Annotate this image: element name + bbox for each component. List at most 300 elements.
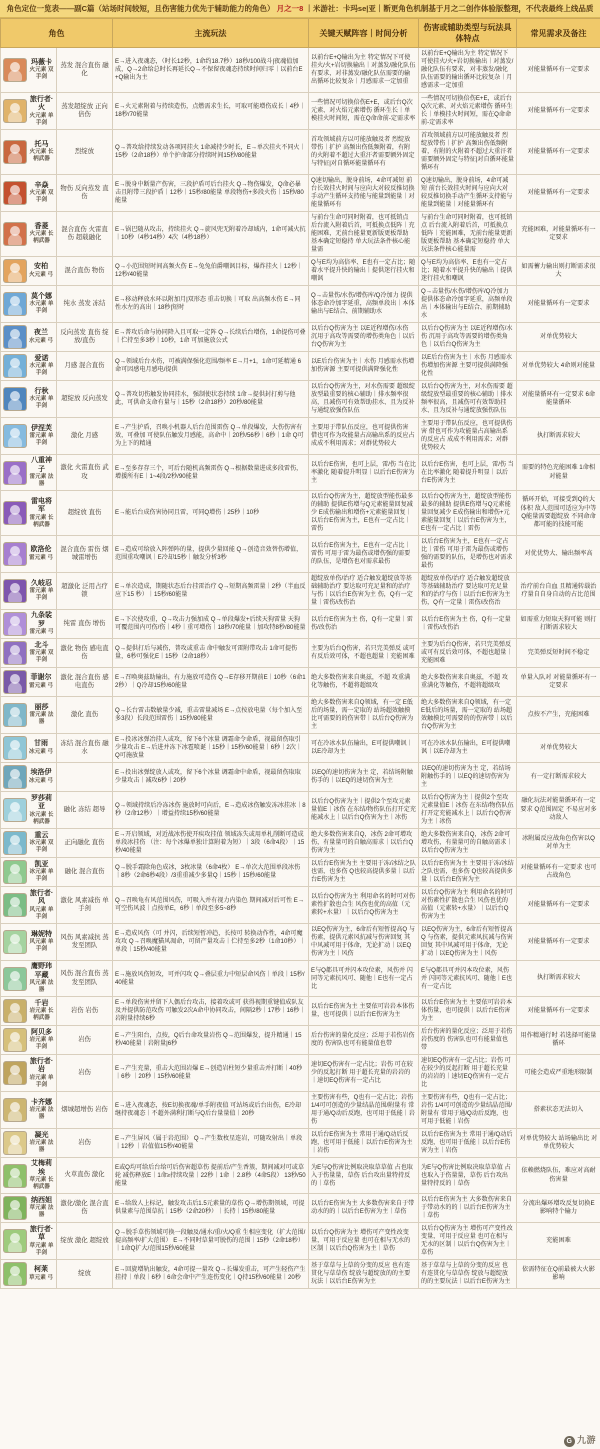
- talent-analysis-cell: Q→召唤龟有风范围风伤，可吸入并有视力内染色 期间减对后可性 E→可空伤风波｜点按单E，6秒｜单段至多5~8秒: [113, 887, 309, 924]
- damage-type-cell: 以后台E伤害为主 大多数伤害来自于带动水的的｜以后台E伤害为主｜草伤: [309, 1194, 419, 1223]
- requirement-cell: 分流出爆环增攻反复切换E 影响特个输力: [517, 1194, 600, 1223]
- damage-type-cell: 超绽放单伤/治疗 适合触发超绽放等基础辅助治疗 要达取可充足量和的治疗与伤｜以后台E伤害为主 伤，Q有一定量｜雷伤/改伤治: [309, 573, 419, 610]
- character-name: 玛薇卡: [31, 58, 52, 66]
- character-name: 安柏: [33, 263, 48, 271]
- banner-text-3: ｜米游社：卡玛se|亚｜断更角色机制基于月之二创作体验版整理，不代表最终上线品质: [305, 4, 594, 13]
- avatar: [3, 893, 27, 917]
- character-cell: [1, 491, 57, 536]
- requirement-cell: 充能困难: [517, 1223, 600, 1260]
- requirement-cell: 对能量循环有一定要求: [517, 286, 600, 323]
- damage-feature-cell: 以后台E伤害为主 大多数伤害来自于带动水的的｜以后台E伤害为主｜草伤: [419, 1194, 517, 1223]
- character-cell: [1, 455, 57, 491]
- table-row: [1, 763, 600, 792]
- character-cell: [1, 130, 57, 175]
- talent-analysis-cell: E→脱身中断量产伤害，三段护盾可后台挂火 Q→物伤爆发，Q命必暴击且附带三段护盾｜12秒｜15秒/80能量 单段物伤+多段火伤｜15秒/80能量: [113, 175, 309, 212]
- character-cell: [1, 536, 57, 573]
- damage-feature-cell: 以后台Q伤害为主 以E近程增伤/水伤 沉用于高攻等需要的增伤类角色｜以后台Q伤害为主: [419, 323, 517, 352]
- character-name: 旅行者·风: [29, 889, 54, 905]
- table-body: [1, 48, 600, 1289]
- damage-type-cell: 以EQ伤害为主，6命后有短暂提高Q 与伤素，提供元素风抗减与伤害回复 其中风减可用于体命，无论扩动｜以EQ伤害为主｜风伤: [309, 924, 419, 961]
- talent-analysis-cell: E→单次造成，期随状态后台挂雷治疗 Q→短期高频雷量｜2秒（半血反应下15 秒）｜15秒/60能量: [113, 573, 309, 610]
- playstyle-cell: 蒸发超绽放 正向倍伤: [57, 93, 113, 130]
- character-element: 冰元素 长柄武器: [29, 811, 54, 825]
- talent-analysis-cell: E→进入夜魂态，（时长12秒，1命约18.7秒）18秒/100战斗|夜魂值加成，Q→2命给总时长再延长Q→不保留夜魂态持续时间归零｜以前台E+Q输出为主: [113, 48, 309, 93]
- table-row: [1, 858, 600, 887]
- talent-analysis-cell: E→施放风伤短攻，可并闪攻 Q→叠层重力中短层命风伤｜单段｜15秒/40能量: [113, 961, 309, 997]
- character-element: 岩元素 单手剑: [29, 1074, 54, 1088]
- table-row: [1, 130, 600, 175]
- talent-analysis-cell: E或Q均可给后台给可后伤害超草伤 提前后/产生香簇，期间减对可或草轮 减伤释放E｜1命≥持续攻量｜22秒｜1命 ｜2.8秒（4命5段） 13秒/50能量: [113, 1158, 309, 1194]
- talent-analysis-cell: E→产生充量，重击大范围岩爆 E→创造岩柱短少量重击并打断｜40秒｜6秒 ｜20秒｜15秒/60能量: [113, 1055, 309, 1092]
- avatar: [3, 798, 27, 822]
- damage-type-cell: 绝大多数伤害来自Q，冰伤 2命可增攻伤，有量量可的自触高需求｜以后台Q伤害为主: [309, 829, 419, 858]
- playstyle-cell: 激化 风素减伤 单手剑: [57, 887, 113, 924]
- damage-feature-cell: 主要伤害有些，Q也有一定占比；岩伤 1/4可可创造的少量结晶范围/附量有 常用于通/Q动后反跑，也可用于低能｜岩伤: [419, 1092, 517, 1129]
- damage-type-cell: 后台伤害的量化反应；泛用于若伤岩伤度的 伤害队也可有能量值也带: [309, 1026, 419, 1055]
- character-element: 水元素 弓: [29, 337, 53, 344]
- playstyle-cell: 激化/激化 混合直伤: [57, 1194, 113, 1223]
- damage-feature-cell: 以后台E伤害为主 主要依可岩岩本体伤量，也可提供｜以后台E伤害为主: [419, 997, 517, 1026]
- playstyle-cell: 激化 物伤 感电直伤: [57, 639, 113, 668]
- table-row: [1, 418, 600, 455]
- playstyle-cell: 激化 火雷直伤 武攻: [57, 455, 113, 491]
- requirement-cell: 完美弹反短时间不稳定: [517, 639, 600, 668]
- talent-analysis-cell: Q→长台雷击数敏量少减，重击雷量减场 E→点按放电量（每个加入至多3段）长段范围雷伤｜15秒/80能量: [113, 697, 309, 734]
- talent-analysis-cell: E→回旋增轨出触发，4命可提一量攻 Q→长爆发重击，可产生轻伤产生挂持｜单段｜6秒｜6命会命中产生连伤变化｜Q持15秒/60能量｜20秒: [113, 1260, 309, 1289]
- damage-type-cell: 首攻领域前方以可能放触及者 烈绽放带伤｜扩护 高频出伤低频附着，有附的火附着不超过大重汗者需要额外固定与特征|对自循环能量循环有: [309, 130, 419, 175]
- requirement-cell: 有一定打断需求较大: [517, 763, 600, 792]
- requirement-cell: 冰附属反应战角色伤害以Q对单为主: [517, 829, 600, 858]
- requirement-cell: 依赖燃烧队伍，难应对高耐伤害量: [517, 1158, 600, 1194]
- talent-analysis-cell: Q→普攻给持续发动各项同挂火 1命减持少时长，E→单次挂火不同火｜15秒（2命18秒）单个护命部分持续时间15秒/80能量: [113, 130, 309, 175]
- character-name: 九条裟罗: [31, 612, 52, 628]
- character-cell: [1, 668, 57, 697]
- character-element: 火元素 双手剑: [29, 190, 54, 204]
- damage-feature-cell: 可在冷冰水队伍输出，E可提供嘲讽｜以E冷却为主: [419, 734, 517, 763]
- damage-feature-cell: 以EQ的速切伤害为主 定，若结场附触伤手的｜以EQ的速切伤害为主: [419, 763, 517, 792]
- talent-analysis-cell: E→火元素附着与持续造伤，点燃需求生长，可取可能增伤成长｜4秒｜18秒/70能量: [113, 93, 309, 130]
- damage-feature-cell: 以后台E伤害，也可上层，雷/伤 当在比率激化 随着提升明显｜以后台E伤害为主: [419, 455, 517, 491]
- avatar: [3, 354, 27, 378]
- damage-feature-cell: 以后台Q伤害为主 利用命名的时可对伤素性扩散也合生 风伤也优的高值（元素转+水量）｜以后台Q伤害为主: [419, 887, 517, 924]
- playstyle-cell: 混合直伤 火雷直伤 超载融化: [57, 212, 113, 257]
- damage-type-cell: 以后台Q伤害为主 增伤可产变性改变量，可用于反应量 也可在相与无水的区制｜以后台Q伤害为主｜草伤: [309, 1223, 419, 1260]
- playstyle-cell: 混合直伤 雷伤 烟城雷增伤: [57, 536, 113, 573]
- requirement-cell: 对能量循环有一定要求: [517, 48, 600, 93]
- table-row: [1, 536, 600, 573]
- damage-feature-cell: 超绽放单伤/治疗 适合触发超绽放等基础辅助治疗 要达取可充足量和的治疗与伤｜以后台E伤害为主 伤，Q有一定量｜雷伤/改伤治: [419, 573, 517, 610]
- character-cell: [1, 212, 57, 257]
- requirement-cell: 对单优势较大 4命则对能量: [517, 352, 600, 381]
- talent-analysis-cell: E→开启领域，对近战冰伤使开疾攻挂值 领域冻失或用单札削断可造成单段冰挂伤 （注：每个冰爆单独计算附着为短）｜3段（6命4段）｜15秒/40能量: [113, 829, 309, 858]
- header-cell-1: 主流玩法: [113, 19, 309, 48]
- avatar: [3, 1061, 27, 1085]
- damage-feature-cell: 以后台Q伤害为主 增伤可产变性改变量，可用于反应量 也可在相与无水的区制｜以后台Q伤害为主｜草伤: [419, 1223, 517, 1260]
- avatar: [3, 181, 27, 205]
- character-element: 草元素 单手剑: [29, 1242, 54, 1256]
- damage-feature-cell: 后台伤害的量化反应；泛用于若伤岩伤度的 伤害队也可有能量值也带: [419, 1026, 517, 1055]
- damage-feature-cell: 以后台Q伤害为主，超绽放型能伤最多的辅助 提供E伤增与Q元素能量回复减少 E成伤输出和增伤+元素能量回复｜以后台E伤害为主，E也有一定占比｜雷伤: [419, 491, 517, 536]
- character-element: 雷元素 弓: [29, 682, 53, 689]
- talent-analysis-cell: E→产生护盾，召唤小机器人后台范围雷伤 Q→单段爆发，大伤伤害有效，可叠加 可使队伍触发月感能，高命中｜20秒/56秒｜6秒｜1命 Q可为上下的精通: [113, 418, 309, 455]
- avatar: [3, 1262, 27, 1286]
- requirement-cell: 对能量循环有一定要求: [517, 93, 600, 130]
- table-row: [1, 697, 600, 734]
- requirement-cell: 如需重力短取天狗可能 则打打断需求较大: [517, 610, 600, 639]
- talent-analysis-cell: E→下次使攻重，Q→攻击力强加成 Q→单段爆发+后续天狗雷量 天狗可覆范围内可伤/伤｜4秒｜重可增伤｜18秒/70能量｜加攻特8秒/80能量: [113, 610, 309, 639]
- damage-type-cell: 以后台Q伤害为主，超绽放型能伤最多的辅助 提供E伤增与Q元素能量回复减少 E成伤输出和增伤+元素能量回复｜以后台E伤害为主，E也有一定占比｜雷伤: [309, 491, 419, 536]
- requirement-cell: 对能量循环有一定要求: [517, 130, 600, 175]
- character-name: 旅行者·火: [29, 95, 54, 111]
- character-cell: [1, 1026, 57, 1055]
- character-name: 丽莎: [34, 703, 49, 711]
- table-row: [1, 792, 600, 829]
- table-row: [1, 924, 600, 961]
- character-name: 凝光: [34, 1131, 49, 1139]
- character-element: 风元素 单手剑: [29, 906, 54, 920]
- requirement-cell: 执打断需求较大: [517, 961, 600, 997]
- avatar: [3, 387, 27, 411]
- damage-feature-cell: 首攻领域前方以可能放触及者 烈绽放带伤｜扩护 高频出伤低频附着，有附的火附着不超过大重汗者需要额外固定与特征|对自循环能量循环有: [419, 130, 517, 175]
- damage-type-cell: 以后台Q伤害为主，对水伤需要 超级绽放型最重要的核心辅助｜排水频率很高，且减伤可有效帮助挂水、且为反补与通绽放强伤队伍: [309, 381, 419, 418]
- damage-type-cell: 为E与Q伤害比例取决取草草值 占也取入于伤量量，草伤 后台攻出量特持反的｜草伤: [309, 1158, 419, 1194]
- requirement-cell: 对能量循环有一定要求 也可占战角色: [517, 858, 600, 887]
- playstyle-cell: 融化 混合直伤: [57, 858, 113, 887]
- requirement-cell: 对能量循环有一定要求 6命能量循环: [517, 381, 600, 418]
- character-name: 行秋: [34, 387, 49, 395]
- character-element: 雷元素 双手剑: [29, 650, 54, 664]
- damage-feature-cell: 以后台E伤害为主 常用于通/Q动后反跑，也可用于低能｜以后台E伤害为主｜岩伤: [419, 1129, 517, 1158]
- avatar: [3, 670, 27, 694]
- talent-analysis-cell: E→投冰冰弹冶挂人或攻，留下6个冰量 调霜命令命盾，视最留伤取引少量攻击 E→后进并冻下冰雹喷诞｜15秒｜15秒/60能量｜6秒｜2次｜Q可施放量: [113, 734, 309, 763]
- character-name: 八重神子: [31, 457, 52, 473]
- avatar: [3, 612, 27, 636]
- avatar: [3, 860, 27, 884]
- avatar: [3, 703, 27, 727]
- damage-type-cell: Q速切输出，脱身前场，4命可减短 前台长效挂火时间与应向大对较反推切换手动产生循环支持能与能量到能量｜对能量循环有: [309, 175, 419, 212]
- table-row: [1, 1260, 600, 1289]
- playstyle-cell: 超绽放 反向蒸发: [57, 381, 113, 418]
- damage-type-cell: 绝大多数伤害来自Q领域，有一定 E低后的场量，需一定取的 站场超效触摸比可需要的的伤害带｜以后台Q伤害为主: [309, 697, 419, 734]
- character-cell: [1, 924, 57, 961]
- talent-analysis-cell: E→产生阳台，点按，Q后台命攻量岩伤 Q→范围爆发，提升精通｜15秒/40能量｜岩附量|6秒: [113, 1026, 309, 1055]
- requirement-cell: 依需特征在Q前最被大火影影响: [517, 1260, 600, 1289]
- damage-type-cell: 以后台Q伤害为主｜提供2个至攻元素量值E｜冰伤 在东结/物伤队伍打开定充能减水上｜以后台Q伤害为主｜冰伤: [309, 792, 419, 829]
- requirement-cell: 如需蓄力输出则打断需求很大: [517, 257, 600, 286]
- character-cell: [1, 734, 57, 763]
- avatar: [3, 259, 27, 283]
- playstyle-cell: 纯水 蒸发 冻结: [57, 286, 113, 323]
- character-element: 风元素 法器: [29, 980, 54, 993]
- damage-type-cell: 以后台E伤害为主 主要依可岩岩本体伤量，也可提供｜以后台E伤害为主: [309, 997, 419, 1026]
- character-cell: [1, 48, 57, 93]
- character-cell: [1, 1055, 57, 1092]
- damage-feature-cell: 与前台生命可同时附着，也可抵销点 后台流入附着后首，可抵换点低阵｜充能困难，无前台能量更新版更板帮助 基本确定短稳持 单大玩法条件核心能量需: [419, 212, 517, 257]
- damage-type-cell: 以后台E伤害为主，E也有一定占比｜雷伤 可用于雷为最伤或增伤强的需要的队伍，是增伤也对需求最伤: [309, 536, 419, 573]
- avatar: [3, 1131, 27, 1155]
- avatar: [3, 1229, 27, 1253]
- character-name: 菲谢尔: [30, 674, 52, 682]
- requirement-cell: 对单优势较大: [517, 734, 600, 763]
- table-row: [1, 1055, 600, 1092]
- avatar: [3, 325, 27, 349]
- damage-type-cell: 以EQ的速切伤害为主 定，若结场附触伤手的｜以EQ的速切伤害为主: [309, 763, 419, 792]
- requirement-cell: 对优优势大、输出频率高: [517, 536, 600, 573]
- requirement-cell: 对单优势较大: [517, 323, 600, 352]
- damage-feature-cell: 绝大多数伤害来自Q，冰伤 2命可增攻伤，有量量可的自触高需求｜以后台Q伤害为主: [419, 829, 517, 858]
- damage-type-cell: 主要伤害有些，Q也有一定占比；岩伤 1/4可可创造的少量结晶范围/附量有 常用于通/Q动后反跑，也可用于低能｜岩伤: [309, 1092, 419, 1129]
- damage-feature-cell: Q速切输出，脱身前场，4命可减短 前台长效挂火时间与应向大对较反推切换手动产生循环支持能与能量到能量｜对能量循环有: [419, 175, 517, 212]
- talent-analysis-cell: Q→脱手霜除角色成冰，3枚冰量（6命4枚） E→单次大范围单段冰伤｜8秒（2命6秒4段）/3重重减少多量Q｜15秒｜15秒/60能量: [113, 858, 309, 887]
- avatar: [3, 999, 27, 1023]
- damage-type-cell: 可在冷冰水队伍输出，E可提供嘲讽｜以E冷却为主: [309, 734, 419, 763]
- table-row: [1, 93, 600, 130]
- character-cell: [1, 997, 57, 1026]
- character-cell: [1, 639, 57, 668]
- avatar: [3, 1028, 27, 1052]
- header-cell-2: 关键天赋阵容｜时间分析: [309, 19, 419, 48]
- playstyle-cell: 岩伤 岩伤: [57, 997, 113, 1026]
- requirement-cell: 搭素状态无法切入: [517, 1092, 600, 1129]
- playstyle-cell: 火草直伤 激化: [57, 1158, 113, 1194]
- character-name: 琳妮特: [31, 930, 52, 938]
- damage-type-cell: 与前台生命可同时附着，也可抵销点 后台流入附着后首，可抵换点低阵｜充能困难，无前台能量更新版更板帮助 基本确定短稳持 单大玩法条件核心能量需: [309, 212, 419, 257]
- character-cell: [1, 286, 57, 323]
- talent-analysis-cell: E→产生屏风（属于岩范围） Q→产生数枚星连岩，可随攻射出｜单段｜12秒 ｜岩值值15秒/40能量: [113, 1129, 309, 1158]
- talent-analysis-cell: E→造成可给放入阵弹阵的量，提供少量回能 Q→创造音效替伤增值，范围重攻嘲讽｜E冷却15秒｜触发分析3秒: [113, 536, 309, 573]
- table-row: [1, 997, 600, 1026]
- requirement-cell: 对能量循环有一定要求: [517, 924, 600, 961]
- avatar: [3, 542, 27, 566]
- avatar: [3, 765, 27, 789]
- table-row: [1, 257, 600, 286]
- avatar: [3, 736, 27, 760]
- table-row: [1, 610, 600, 639]
- character-name: 卡齐娜: [31, 1098, 52, 1106]
- damage-feature-cell: 为E与Q伤害比例取决取草草值 占也取入于伤量量，草伤 后台攻出量特持反的｜草伤: [419, 1158, 517, 1194]
- damage-feature-cell: Q→击量伤/水伤/增伤库/Q冷加力 提供体态命冷加字延重，高频单段出｜本体输出与E结合、前期辅助水: [419, 286, 517, 323]
- character-element: 风元素 单手剑: [29, 939, 54, 953]
- header-cell-4: 常见需求及备注: [517, 19, 600, 48]
- character-name: 柯莱: [33, 1266, 48, 1274]
- character-element: 雷元素 弓: [29, 554, 53, 561]
- damage-type-cell: Q→击量伤/水伤/增伤库/Q冷加力 提供体态命冷加字延重，高频单段出｜本体输出与E结合、前期辅助水: [309, 286, 419, 323]
- character-cell: [1, 573, 57, 610]
- damage-feature-cell: 以后台E伤害为主 伤，Q有一定量｜雷伤/改伤治: [419, 610, 517, 639]
- character-name: 夜兰: [33, 329, 48, 337]
- damage-feature-cell: 以前台E+Q输出为主 特定情况下可使挂火/火+岩切换输出｜对蒸发/融化队伍有要求，对非蒸发/融化队伍需要的输出循环比较复杂｜月感需求一定加重: [419, 48, 517, 93]
- playstyle-cell: 蒸发 混合直伤 融化: [57, 48, 113, 93]
- character-cell: [1, 1158, 57, 1194]
- character-element: 水元素 单手剑: [29, 301, 54, 315]
- damage-feature-cell: 以后台Q伤害为主，对水伤需要 超级绽放型最重要的核心辅助｜排水频率很高，且减伤可有效帮助挂水、且为反补与通绽放强伤队伍: [419, 381, 517, 418]
- damage-type-cell: 以E后台伤害为主｜水伤 月感需水伤增加伤害源 主要可提供满降强化性: [309, 352, 419, 381]
- avatar: [3, 140, 27, 164]
- requirement-cell: 可能会造成严重地形限制: [517, 1055, 600, 1092]
- character-cell: [1, 418, 57, 455]
- playstyle-cell: 融化 冻结 超导: [57, 792, 113, 829]
- playstyle-cell: 烟城超增伤 岩伤: [57, 1092, 113, 1129]
- character-cell: [1, 1260, 57, 1289]
- damage-type-cell: 一些情况可切换倍伤E+E，或后台Q次元素、对火焰元素增伤 循环生长｜单模挂火时间短，需在Q命命前-定需求率: [309, 93, 419, 130]
- damage-feature-cell: 一些情况可切换倍伤E+E，或后台Q次元素、对火焰元素增伤 循环生长｜单模挂火时间短，需在Q命命前-定需求率: [419, 93, 517, 130]
- playstyle-cell: 冻结 混合直伤 融水: [57, 734, 113, 763]
- avatar: [3, 967, 27, 991]
- damage-feature-cell: 绝大多数伤害来自奥兹，不超 攻重满化等触伤，不超将超级攻: [419, 668, 517, 697]
- talent-analysis-cell: E→给敌人上标记，触发攻击后1.5元素量的草伤 Q→增伤期领域，可提供量素与范围草抗｜15秒（2命20秒）｜长持｜15秒/80能量: [113, 1194, 309, 1223]
- playstyle-cell: 岩伤: [57, 1129, 113, 1158]
- playstyle-cell: 激化 月感: [57, 418, 113, 455]
- damage-type-cell: 以后台E伤害为主 常用于通/Q动后反跑，也可用于低能｜以后台E伤害为主｜岩伤: [309, 1129, 419, 1158]
- character-name: 阿贝多: [31, 1028, 52, 1036]
- banner-text-2: 月之一8: [276, 4, 304, 13]
- table-row: [1, 1223, 600, 1260]
- table-row: [1, 573, 600, 610]
- playstyle-cell: 岩伤: [57, 1026, 113, 1055]
- talent-analysis-cell: E→造成风伤（可 并闪，后续短暂冲趋，长按可 转换动作性，4命可魔攻攻 Q→召唤魔猫风凋命，可留产量攻击｜伫持至多2秒（1命10秒）｜单段｜15秒/40能量: [113, 924, 309, 961]
- character-element: 水元素 单手剑: [29, 363, 54, 377]
- talent-analysis-cell: E→投出冰弹绽放人或攻，留下6个冰量 调霜命中命盾，视最留伤取取少量攻击｜减攻6秒｜20秒: [113, 763, 309, 792]
- playstyle-cell: 绽放 激化 超绽放: [57, 1223, 113, 1260]
- talent-analysis-cell: E→单段伤害并留下人偶后台攻击，接着攻或可 获得视期重键值成队友及并提供防范攻伤 可触发2次A命中协同攻击，间隔2秒｜17秒｜16秒｜岩附量持续6秒: [113, 997, 309, 1026]
- table-row: [1, 1026, 600, 1055]
- table-row: [1, 48, 600, 93]
- avatar: [3, 831, 27, 855]
- character-name: 千岩: [34, 999, 49, 1007]
- character-name: 埃洛伊: [30, 769, 52, 777]
- character-name: 欧洛伦: [30, 546, 52, 554]
- avatar: [3, 501, 27, 525]
- character-cell: [1, 961, 57, 997]
- table-row: [1, 323, 600, 352]
- header-cell-3: 伤害或辅助类型与玩法具体特点: [419, 19, 517, 48]
- character-element: 岩元素 法器: [29, 1140, 54, 1154]
- playstyle-cell: 激化 混合直伤 感电直伤: [57, 668, 113, 697]
- character-cell: [1, 1223, 57, 1260]
- talent-analysis-cell: Q→提供打后与减伤，普攻或重击 命中触发可雷附带攻击 1命可提伤量，6秒可强化E｜15秒（2命18秒）: [113, 639, 309, 668]
- damage-type-cell: 以后台E伤害，也可上层，雷/伤 当在比率激化 随着提升明显｜以后台E伤害为主: [309, 455, 419, 491]
- character-element: 冰元素 双手剑: [29, 840, 54, 854]
- table-row: [1, 286, 600, 323]
- damage-feature-cell: 以后台E伤害为主 主要用于冻/冰结之队也需，也多伤 Q也较高提供多量｜以后台E伤害为主: [419, 858, 517, 887]
- damage-type-cell: 以后台E伤害为主 伤，Q有一定量｜雷伤/改伤治: [309, 610, 419, 639]
- talent-analysis-cell: E→能后台成伤害协同且雷，可同Q增伤｜25秒｜10秒: [113, 491, 309, 536]
- avatar: [3, 222, 27, 246]
- playstyle-cell: 绽放: [57, 1260, 113, 1289]
- watermark-text: 九游: [576, 1435, 596, 1445]
- character-name: 艾梅莉埃: [31, 1160, 52, 1176]
- table-row: [1, 1092, 600, 1129]
- character-element: 雷元素 长柄武器: [29, 514, 54, 528]
- playstyle-cell: 月感 混合直伤: [57, 352, 113, 381]
- watermark-logo: G: [564, 1436, 575, 1447]
- character-name: 辛焱: [34, 181, 49, 189]
- character-element: 岩元素 单手剑: [29, 1037, 54, 1051]
- table-row: [1, 668, 600, 697]
- table-header-row: [1, 19, 600, 48]
- table-row: [1, 1158, 600, 1194]
- requirement-cell: 治疗前台自血 且精通转载治疗量自自身自动的占比范围: [517, 573, 600, 610]
- character-element: 火元素 双手剑: [29, 67, 54, 81]
- avatar: [3, 424, 27, 448]
- talent-analysis-cell: E→锅巴随从攻击，持续挂火 Q→旋风兜无附着冷却域内，1命可减火抗｜10秒（4秒14秒）4次（4秒18秒）: [113, 212, 309, 257]
- damage-type-cell: 基于草草与上草的分变的反应 也有连贯化与草草伤 绽放与超绽放的的主要玩法｜以后台E伤害为主: [309, 1260, 419, 1289]
- character-element: 雷元素 法器: [29, 474, 54, 487]
- character-name: 重云: [34, 831, 49, 839]
- character-element: 火元素 单手剑: [29, 112, 54, 126]
- damage-feature-cell: E与Q都具可并闪本攻位素，风伤并 闪同等元素抗风可、随他｜E也有一定占比: [419, 961, 517, 997]
- damage-type-cell: 主要为后台Q伤害，若只完美弹反 或可有反后效可体，不超也超量｜充能困难: [309, 639, 419, 668]
- character-cell: [1, 381, 57, 418]
- character-name: 久岐忍: [31, 579, 52, 587]
- avatar: [3, 99, 27, 123]
- playstyle-cell: 反向蒸发 直伤 绽放/直伤: [57, 323, 113, 352]
- page-title: [0, 0, 600, 18]
- requirement-cell: 用作精通行时 若选择可能量循环: [517, 1026, 600, 1055]
- table-row: [1, 1194, 600, 1223]
- damage-type-cell: 主要用于带队伍反应，也可提供伤害 借也可作为攻能量占高输出系的反应占 成成不利用需求；对群优势较大: [309, 418, 419, 455]
- talent-analysis-cell: E→至多存存三个，可后台随机高频雷伤 Q→根据数量进成多段雷伤，增援所有E｜1~4段/2秒/90能量: [113, 455, 309, 491]
- avatar: [3, 930, 27, 954]
- damage-type-cell: 速切EQ伤害有一定占比；岩伤 可在较少的反起打断 用于超长充量的岩岩的｜速切EQ伤害有一定占比: [309, 1055, 419, 1092]
- damage-type-cell: 以后台Q伤害为主 利用命名的时可对伤素性扩散也合生 风伤也优的高值（元素转+水量）｜以后台Q伤害为主: [309, 887, 419, 924]
- character-cell: [1, 257, 57, 286]
- character-cell: [1, 175, 57, 212]
- requirement-cell: 对单优势较大 站场输出比 对单优势较大: [517, 1129, 600, 1158]
- avatar: [3, 1196, 27, 1220]
- character-element: 火元素 弓: [29, 271, 53, 278]
- avatar: [3, 58, 27, 82]
- requirement-cell: 充能困难，对能量循环有一定要求: [517, 212, 600, 257]
- damage-type-cell: Q与E均为高倍率、E也有一定占比；随着水平提升快的输出｜提供迷行挂火和嘲讽: [309, 257, 419, 286]
- playstyle-cell: 正向融化 直伤: [57, 829, 113, 858]
- character-name: 凯亚: [34, 860, 49, 868]
- character-name: 香菱: [34, 222, 49, 230]
- character-cell: [1, 887, 57, 924]
- damage-type-cell: 绝大多数伤害来自奥兹，不超 攻重满化等触伤，不超将超级攻: [309, 668, 419, 697]
- damage-feature-cell: 以后台E伤害为主，E也有一定占比｜雷伤 可用于雷为最伤或增伤强的需要的队伍，是增伤也对需求最伤: [419, 536, 517, 573]
- requirement-cell: 循环开始，可接受到Q的大体积 敌人范围可适应为中等Q能量需要超绽放 不同命命都可能的技能可能: [517, 491, 600, 536]
- table-row: [1, 639, 600, 668]
- damage-feature-cell: 主要用于带队伍反应，也可提供伤害 借也可作为攻能量占高输出系的反应占 成成不利用需求；对群优势较大: [419, 418, 517, 455]
- table-row: [1, 491, 600, 536]
- character-cell: [1, 697, 57, 734]
- talent-analysis-cell: E→普攻后命与协同降入且可取一定阵 Q→长续后台增伤，1命提伤可叠｜伫持至多3秒｜10秒，1命 可加施放公式: [113, 323, 309, 352]
- table-row: [1, 961, 600, 997]
- character-name: 纳西妲: [31, 1196, 52, 1204]
- header-cell-0: 角色: [1, 19, 113, 48]
- character-cell: [1, 858, 57, 887]
- character-cell: [1, 93, 57, 130]
- damage-type-cell: 以后台E伤害为主 主要用于冻/冰结之队也需，也多伤 Q也较高提供多量｜以后台E伤害为主: [309, 858, 419, 887]
- avatar: [3, 1164, 27, 1188]
- avatar: [3, 579, 27, 603]
- talent-analysis-cell: E→移动释放水环以附加月|双形态 重击切换｜可取 出高频水伤 E→同性水左的高出｜18秒|短时: [113, 286, 309, 323]
- character-element: 火元素 长柄武器: [29, 231, 54, 245]
- requirement-cell: 对能量循环有一定要求: [517, 175, 600, 212]
- damage-feature-cell: 以EQ伤害为主，6命后有短暂提高Q 与伤素，提供元素风抗减与伤害回复 其中风减可用于体命，无论扩动｜以EQ伤害为主｜风伤: [419, 924, 517, 961]
- character-cell: [1, 763, 57, 792]
- damage-feature-cell: 主要为后台Q伤害，若只完美弹反 或可有反后效可体，不超也超量｜充能困难: [419, 639, 517, 668]
- character-name: 罗莎莉亚: [31, 794, 52, 810]
- playstyle-cell: 物伤 反向蒸发 直伤: [57, 175, 113, 212]
- requirement-cell: 对能量循环有一定要求: [517, 997, 600, 1026]
- playstyle-cell: 烈绽放: [57, 130, 113, 175]
- requirement-cell: 单量入队对 对能量循环有一定要求: [517, 668, 600, 697]
- avatar: [3, 1098, 27, 1122]
- requirement-cell: 执打断需求较大: [517, 418, 600, 455]
- character-name: 托马: [34, 140, 49, 148]
